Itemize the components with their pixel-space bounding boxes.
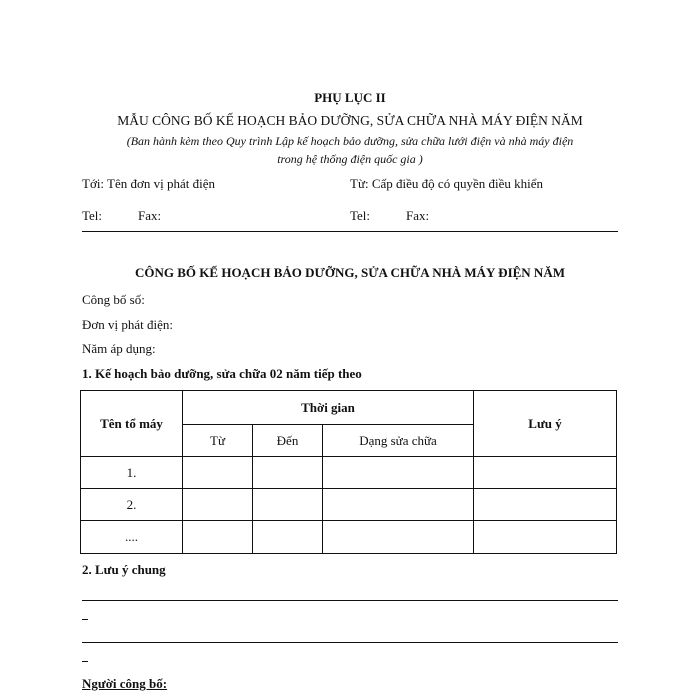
bullet-dash-2 [82,661,88,662]
cell-note[interactable] [474,489,617,521]
header-divider [82,231,618,232]
generating-unit-label: Đơn vị phát điện: [82,317,173,332]
header-to: Đến [253,425,323,457]
form-title: MẪU CÔNG BỐ KẾ HOẠCH BẢO DƯỠNG, SỬA CHỮA NHÀ MÁY ĐIỆN NĂM [117,113,583,128]
tel-right-label: Tel: [350,208,371,223]
cell-note[interactable] [474,457,617,489]
table-row [81,521,617,554]
header-unit-name: Tên tổ máy [81,391,183,457]
table-row [81,489,617,521]
cell-to[interactable] [253,457,323,489]
section-1-heading: 1. Kế hoạch bảo dưỡng, sửa chữa 02 năm tiếp theo [82,366,362,381]
cell-to[interactable] [253,489,323,521]
cell-to[interactable] [253,521,323,554]
bullet-dash-1 [82,619,88,620]
cell-from[interactable] [183,457,253,489]
announcer-label: Người công bố: [82,676,168,691]
table-row [81,457,617,489]
fax-left-label: Fax: [138,208,162,223]
cell-from[interactable] [183,521,253,554]
note-line-2[interactable] [82,642,618,643]
note-line-1[interactable] [82,600,618,601]
fax-right-label: Fax: [406,208,430,223]
applicable-year-label: Năm áp dụng: [82,341,156,356]
maintenance-plan-table [80,390,617,554]
header-note: Lưu ý [474,391,617,457]
cell-from[interactable] [183,489,253,521]
header-repair-type: Dạng sửa chữa [323,425,474,457]
header-from: Từ [183,425,253,457]
subtitle-line-1: (Ban hành kèm theo Quy trình Lập kế hoạch bảo dưỡng, sửa chữa lưới điện và nhà máy điện [126,134,574,148]
announcement-title: CÔNG BỐ KẾ HOẠCH BẢO DƯỠNG, SỬA CHỮA NHÀ MÁY ĐIỆN NĂM [135,265,565,280]
section-2-heading: 2. Lưu ý chung [82,562,166,577]
subtitle-line-2: trong hệ thống điện quốc gia ) [277,152,423,166]
cell-repair-type[interactable] [323,521,474,554]
tel-left-label: Tel: [82,208,103,223]
cell-note[interactable] [474,521,617,554]
announcement-number-label: Công bố số: [82,292,145,307]
cell-repair-type[interactable] [323,489,474,521]
sender-label: Từ: Cấp điều độ có quyền điều khiển [350,176,543,191]
row-number: .... [81,521,183,554]
cell-repair-type[interactable] [323,457,474,489]
row-number: 2. [81,489,183,521]
header-time: Thời gian [183,391,474,425]
row-number: 1. [81,457,183,489]
appendix-title: PHỤ LỤC II [314,90,386,105]
recipient-label: Tới: Tên đơn vị phát điện [82,176,216,191]
